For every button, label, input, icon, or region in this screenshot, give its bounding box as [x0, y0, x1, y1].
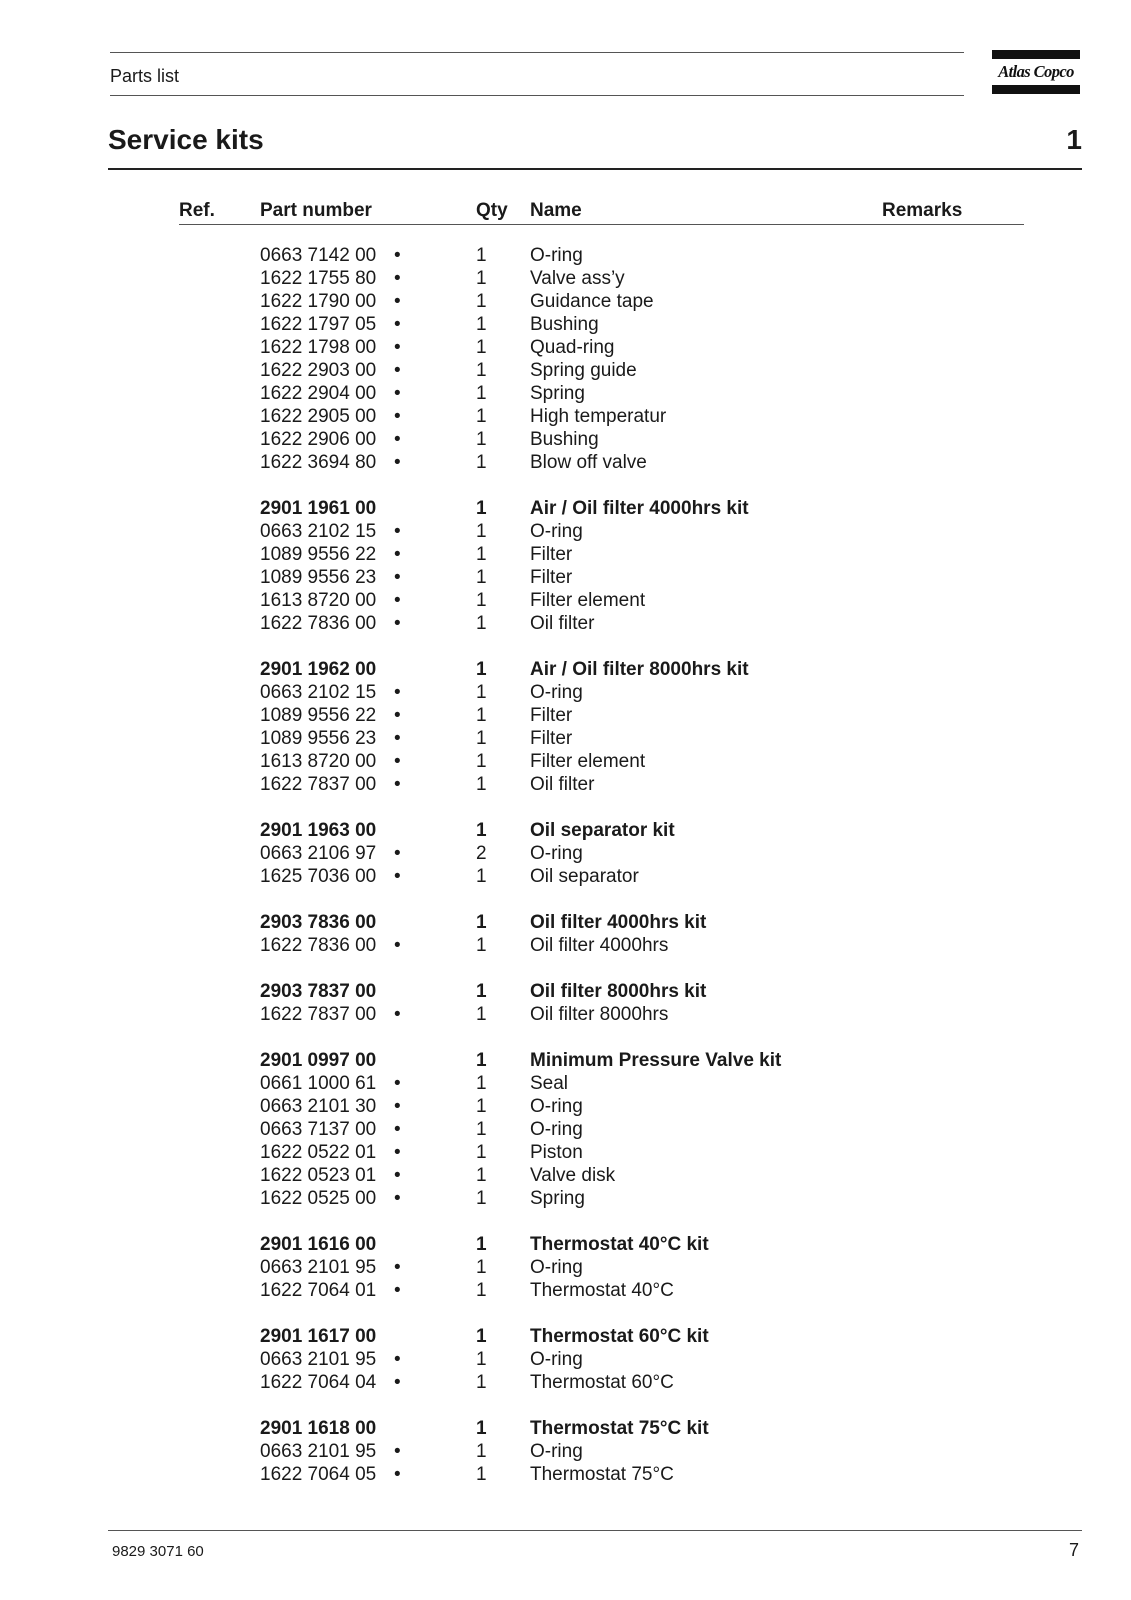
part-number-cell: 1625 7036 00: [260, 866, 377, 887]
footer-page-number: 7: [1068, 1540, 1079, 1560]
part-number-cell: 2901 1963 00: [260, 820, 377, 841]
chapter-number: 1: [1066, 124, 1082, 155]
table-row: [0, 1256, 1131, 1279]
qty-cell: 1: [476, 774, 487, 795]
part-number-cell: 0663 2102 15: [260, 521, 377, 542]
qty-cell: 1: [476, 1349, 487, 1370]
qty-cell: 1: [476, 1418, 487, 1439]
column-header-rule: [179, 224, 1024, 225]
qty-cell: 1: [476, 1372, 487, 1393]
table-row: [0, 1164, 1131, 1187]
part-number-cell: 1622 1755 80: [260, 268, 377, 289]
name-cell: Thermostat 75°C kit: [530, 1418, 709, 1439]
name-cell: Quad-ring: [530, 337, 615, 358]
kit-member-bullet: •: [394, 728, 401, 749]
name-cell: O-ring: [530, 1441, 583, 1462]
name-cell: Spring: [530, 383, 585, 404]
part-number-cell: 1622 7064 05: [260, 1464, 377, 1485]
table-row: [0, 313, 1131, 336]
part-number-cell: 2901 1616 00: [260, 1234, 377, 1255]
part-number-cell: 0661 1000 61: [260, 1073, 377, 1094]
kit-member-bullet: •: [394, 590, 401, 611]
qty-cell: 1: [476, 406, 487, 427]
name-cell: Seal: [530, 1073, 569, 1094]
page-title: Service kits: [108, 124, 264, 155]
part-number-cell: 0663 2101 30: [260, 1096, 377, 1117]
name-cell: Thermostat 40°C kit: [530, 1234, 709, 1255]
part-number-cell: 1622 7837 00: [260, 774, 377, 795]
table-row: [0, 566, 1131, 589]
name-cell: Oil filter 8000hrs: [530, 1004, 669, 1025]
qty-cell: 1: [476, 360, 487, 381]
qty-cell: 1: [476, 728, 487, 749]
footer-rule: [108, 1530, 1082, 1531]
kit-member-bullet: •: [394, 360, 401, 381]
name-cell: Bushing: [530, 314, 599, 335]
name-cell: O-ring: [530, 1349, 583, 1370]
part-number-cell: 1622 1790 00: [260, 291, 377, 312]
kit-member-bullet: •: [394, 866, 401, 887]
kit-member-bullet: •: [394, 245, 401, 266]
table-row: [0, 1348, 1131, 1371]
table-row: [0, 543, 1131, 566]
kit-member-bullet: •: [394, 843, 401, 864]
part-number-cell: 0663 2106 97: [260, 843, 377, 864]
kit-member-bullet: •: [394, 774, 401, 795]
part-number-cell: 1622 0522 01: [260, 1142, 377, 1163]
table-row: [0, 267, 1131, 290]
name-cell: O-ring: [530, 245, 583, 266]
kit-member-bullet: •: [394, 1142, 401, 1163]
column-header-remarks: Remarks: [882, 200, 963, 221]
part-number-cell: 1622 2903 00: [260, 360, 377, 381]
kit-member-bullet: •: [394, 291, 401, 312]
table-row: [0, 727, 1131, 750]
title-rule: [108, 168, 1082, 170]
header-bottom-rule: [110, 95, 964, 96]
qty-cell: 1: [476, 1119, 487, 1140]
table-row: [0, 589, 1131, 612]
qty-cell: 1: [476, 1257, 487, 1278]
kit-row: [0, 1049, 1131, 1072]
qty-cell: 1: [476, 935, 487, 956]
part-number-cell: 0663 2101 95: [260, 1441, 377, 1462]
name-cell: O-ring: [530, 843, 583, 864]
part-number-cell: 1622 2906 00: [260, 429, 377, 450]
qty-cell: 1: [476, 1165, 487, 1186]
table-row: [0, 704, 1131, 727]
part-number-cell: 2901 0997 00: [260, 1050, 377, 1071]
table-row: [0, 934, 1131, 957]
qty-cell: 1: [476, 452, 487, 473]
name-cell: High temperatur: [530, 406, 667, 427]
name-cell: Oil filter: [530, 774, 595, 795]
name-cell: Filter: [530, 728, 573, 749]
column-header-part-number: Part number: [260, 200, 372, 221]
table-row: [0, 405, 1131, 428]
name-cell: Minimum Pressure Valve kit: [530, 1050, 782, 1071]
part-number-cell: 1622 7836 00: [260, 935, 377, 956]
kit-member-bullet: •: [394, 452, 401, 473]
table-row: [0, 842, 1131, 865]
name-cell: Blow off valve: [530, 452, 647, 473]
kit-member-bullet: •: [394, 705, 401, 726]
part-number-cell: 1089 9556 23: [260, 567, 377, 588]
kit-row: [0, 1325, 1131, 1348]
name-cell: Filter element: [530, 751, 646, 772]
kit-member-bullet: •: [394, 1004, 401, 1025]
name-cell: Oil filter 4000hrs: [530, 935, 669, 956]
table-row: [0, 865, 1131, 888]
table-row: [0, 1440, 1131, 1463]
table-row: [0, 1003, 1131, 1026]
part-number-cell: 1613 8720 00: [260, 751, 377, 772]
kit-member-bullet: •: [394, 1441, 401, 1462]
kit-member-bullet: •: [394, 383, 401, 404]
table-row: [0, 1187, 1131, 1210]
kit-row: [0, 819, 1131, 842]
part-number-cell: 1089 9556 22: [260, 544, 377, 565]
qty-cell: 1: [476, 1142, 487, 1163]
table-row: [0, 520, 1131, 543]
name-cell: Spring: [530, 1188, 585, 1209]
name-cell: Thermostat 60°C: [530, 1372, 674, 1393]
name-cell: Valve ass’y: [530, 268, 625, 289]
name-cell: Valve disk: [530, 1165, 616, 1186]
qty-cell: 1: [476, 1004, 487, 1025]
part-number-cell: 1622 7837 00: [260, 1004, 377, 1025]
qty-cell: 1: [476, 613, 487, 634]
part-number-cell: 0663 2102 15: [260, 682, 377, 703]
qty-cell: 1: [476, 337, 487, 358]
name-cell: Filter: [530, 544, 573, 565]
kit-member-bullet: •: [394, 337, 401, 358]
name-cell: O-ring: [530, 1096, 583, 1117]
part-number-cell: 1622 7064 04: [260, 1372, 377, 1393]
kit-member-bullet: •: [394, 935, 401, 956]
name-cell: O-ring: [530, 521, 583, 542]
part-number-cell: 0663 2101 95: [260, 1349, 377, 1370]
table-row: [0, 428, 1131, 451]
part-number-cell: 1622 7064 01: [260, 1280, 377, 1301]
part-number-cell: 2903 7836 00: [260, 912, 377, 933]
header-top-rule: [110, 52, 964, 53]
qty-cell: 1: [476, 1280, 487, 1301]
part-number-cell: 2903 7837 00: [260, 981, 377, 1002]
name-cell: O-ring: [530, 1257, 583, 1278]
part-number-cell: 0663 2101 95: [260, 1257, 377, 1278]
part-number-cell: 1622 3694 80: [260, 452, 377, 473]
qty-cell: 1: [476, 567, 487, 588]
kit-member-bullet: •: [394, 544, 401, 565]
kit-row: [0, 980, 1131, 1003]
name-cell: Oil filter 4000hrs kit: [530, 912, 707, 933]
qty-cell: 1: [476, 1326, 487, 1347]
name-cell: Oil separator: [530, 866, 639, 887]
table-row: [0, 1072, 1131, 1095]
part-number-cell: 1089 9556 23: [260, 728, 377, 749]
qty-cell: 2: [476, 843, 487, 864]
kit-member-bullet: •: [394, 1073, 401, 1094]
part-number-cell: 1622 1798 00: [260, 337, 377, 358]
kit-member-bullet: •: [394, 1257, 401, 1278]
name-cell: Guidance tape: [530, 291, 654, 312]
name-cell: Bushing: [530, 429, 599, 450]
name-cell: Oil filter 8000hrs kit: [530, 981, 707, 1002]
kit-member-bullet: •: [394, 268, 401, 289]
part-number-cell: 1622 2904 00: [260, 383, 377, 404]
qty-cell: 1: [476, 866, 487, 887]
kit-member-bullet: •: [394, 751, 401, 772]
part-number-cell: 1613 8720 00: [260, 590, 377, 611]
part-number-cell: 1622 0523 01: [260, 1165, 377, 1186]
kit-member-bullet: •: [394, 567, 401, 588]
part-number-cell: 1622 1797 05: [260, 314, 377, 335]
qty-cell: 1: [476, 1050, 487, 1071]
qty-cell: 1: [476, 981, 487, 1002]
table-row: [0, 773, 1131, 796]
kit-member-bullet: •: [394, 429, 401, 450]
atlas-copco-logo: [992, 50, 1080, 94]
kit-member-bullet: •: [394, 521, 401, 542]
kit-member-bullet: •: [394, 1372, 401, 1393]
name-cell: O-ring: [530, 682, 583, 703]
name-cell: Piston: [530, 1142, 583, 1163]
qty-cell: 1: [476, 659, 487, 680]
qty-cell: 1: [476, 291, 487, 312]
table-row: [0, 382, 1131, 405]
name-cell: Oil separator kit: [530, 820, 675, 841]
qty-cell: 1: [476, 820, 487, 841]
part-number-cell: 2901 1962 00: [260, 659, 377, 680]
part-number-cell: 1622 7836 00: [260, 613, 377, 634]
kit-member-bullet: •: [394, 1464, 401, 1485]
qty-cell: 1: [476, 268, 487, 289]
name-cell: Spring guide: [530, 360, 637, 381]
name-cell: Filter: [530, 567, 573, 588]
table-row: [0, 1463, 1131, 1486]
qty-cell: 1: [476, 1234, 487, 1255]
qty-cell: 1: [476, 429, 487, 450]
qty-cell: 1: [476, 383, 487, 404]
column-header-qty: Qty: [476, 200, 508, 221]
qty-cell: 1: [476, 544, 487, 565]
parts-table: [0, 244, 1131, 1486]
table-row: [0, 750, 1131, 773]
kit-member-bullet: •: [394, 1280, 401, 1301]
name-cell: Filter: [530, 705, 573, 726]
kit-member-bullet: •: [394, 406, 401, 427]
kit-member-bullet: •: [394, 1119, 401, 1140]
table-row: [0, 1371, 1131, 1394]
table-row: [0, 244, 1131, 267]
kit-row: [0, 497, 1131, 520]
kit-member-bullet: •: [394, 1096, 401, 1117]
name-cell: Oil filter: [530, 613, 595, 634]
part-number-cell: 1622 2905 00: [260, 406, 377, 427]
kit-member-bullet: •: [394, 314, 401, 335]
table-row: [0, 290, 1131, 313]
qty-cell: 1: [476, 682, 487, 703]
kit-member-bullet: •: [394, 1349, 401, 1370]
name-cell: Filter element: [530, 590, 646, 611]
footer-document-number: 9829 3071 60: [112, 1543, 204, 1560]
column-header-name: Name: [530, 200, 582, 221]
table-row: [0, 336, 1131, 359]
table-row: [0, 1279, 1131, 1302]
column-header-ref: Ref.: [179, 200, 215, 221]
header-section-label: Parts list: [110, 66, 180, 86]
qty-cell: 1: [476, 1096, 487, 1117]
qty-cell: 1: [476, 590, 487, 611]
name-cell: Thermostat 60°C kit: [530, 1326, 709, 1347]
kit-row: [0, 1417, 1131, 1440]
name-cell: Thermostat 75°C: [530, 1464, 674, 1485]
table-row: [0, 612, 1131, 635]
part-number-cell: 1089 9556 22: [260, 705, 377, 726]
name-cell: Air / Oil filter 8000hrs kit: [530, 659, 749, 680]
kit-row: [0, 1233, 1131, 1256]
name-cell: Air / Oil filter 4000hrs kit: [530, 498, 749, 519]
kit-row: [0, 658, 1131, 681]
part-number-cell: 2901 1617 00: [260, 1326, 377, 1347]
name-cell: O-ring: [530, 1119, 583, 1140]
name-cell: Thermostat 40°C: [530, 1280, 674, 1301]
qty-cell: 1: [476, 314, 487, 335]
part-number-cell: 1622 0525 00: [260, 1188, 377, 1209]
qty-cell: 1: [476, 751, 487, 772]
table-row: [0, 1118, 1131, 1141]
qty-cell: 1: [476, 1188, 487, 1209]
qty-cell: 1: [476, 705, 487, 726]
qty-cell: 1: [476, 912, 487, 933]
table-row: [0, 359, 1131, 382]
table-row: [0, 1095, 1131, 1118]
kit-member-bullet: •: [394, 1165, 401, 1186]
table-row: [0, 1141, 1131, 1164]
qty-cell: 1: [476, 1073, 487, 1094]
logo-wordmark: Atlas Copco: [998, 62, 1074, 81]
part-number-cell: 2901 1961 00: [260, 498, 377, 519]
table-row: [0, 451, 1131, 474]
kit-row: [0, 911, 1131, 934]
part-number-cell: 0663 7137 00: [260, 1119, 377, 1140]
qty-cell: 1: [476, 498, 487, 519]
part-number-cell: 0663 7142 00: [260, 245, 377, 266]
qty-cell: 1: [476, 521, 487, 542]
qty-cell: 1: [476, 1441, 487, 1462]
table-row: [0, 681, 1131, 704]
qty-cell: 1: [476, 1464, 487, 1485]
kit-member-bullet: •: [394, 1188, 401, 1209]
kit-member-bullet: •: [394, 613, 401, 634]
qty-cell: 1: [476, 245, 487, 266]
logo-top-bar: [992, 50, 1080, 59]
kit-member-bullet: •: [394, 682, 401, 703]
part-number-cell: 2901 1618 00: [260, 1418, 377, 1439]
logo-bottom-bar: [992, 85, 1080, 94]
